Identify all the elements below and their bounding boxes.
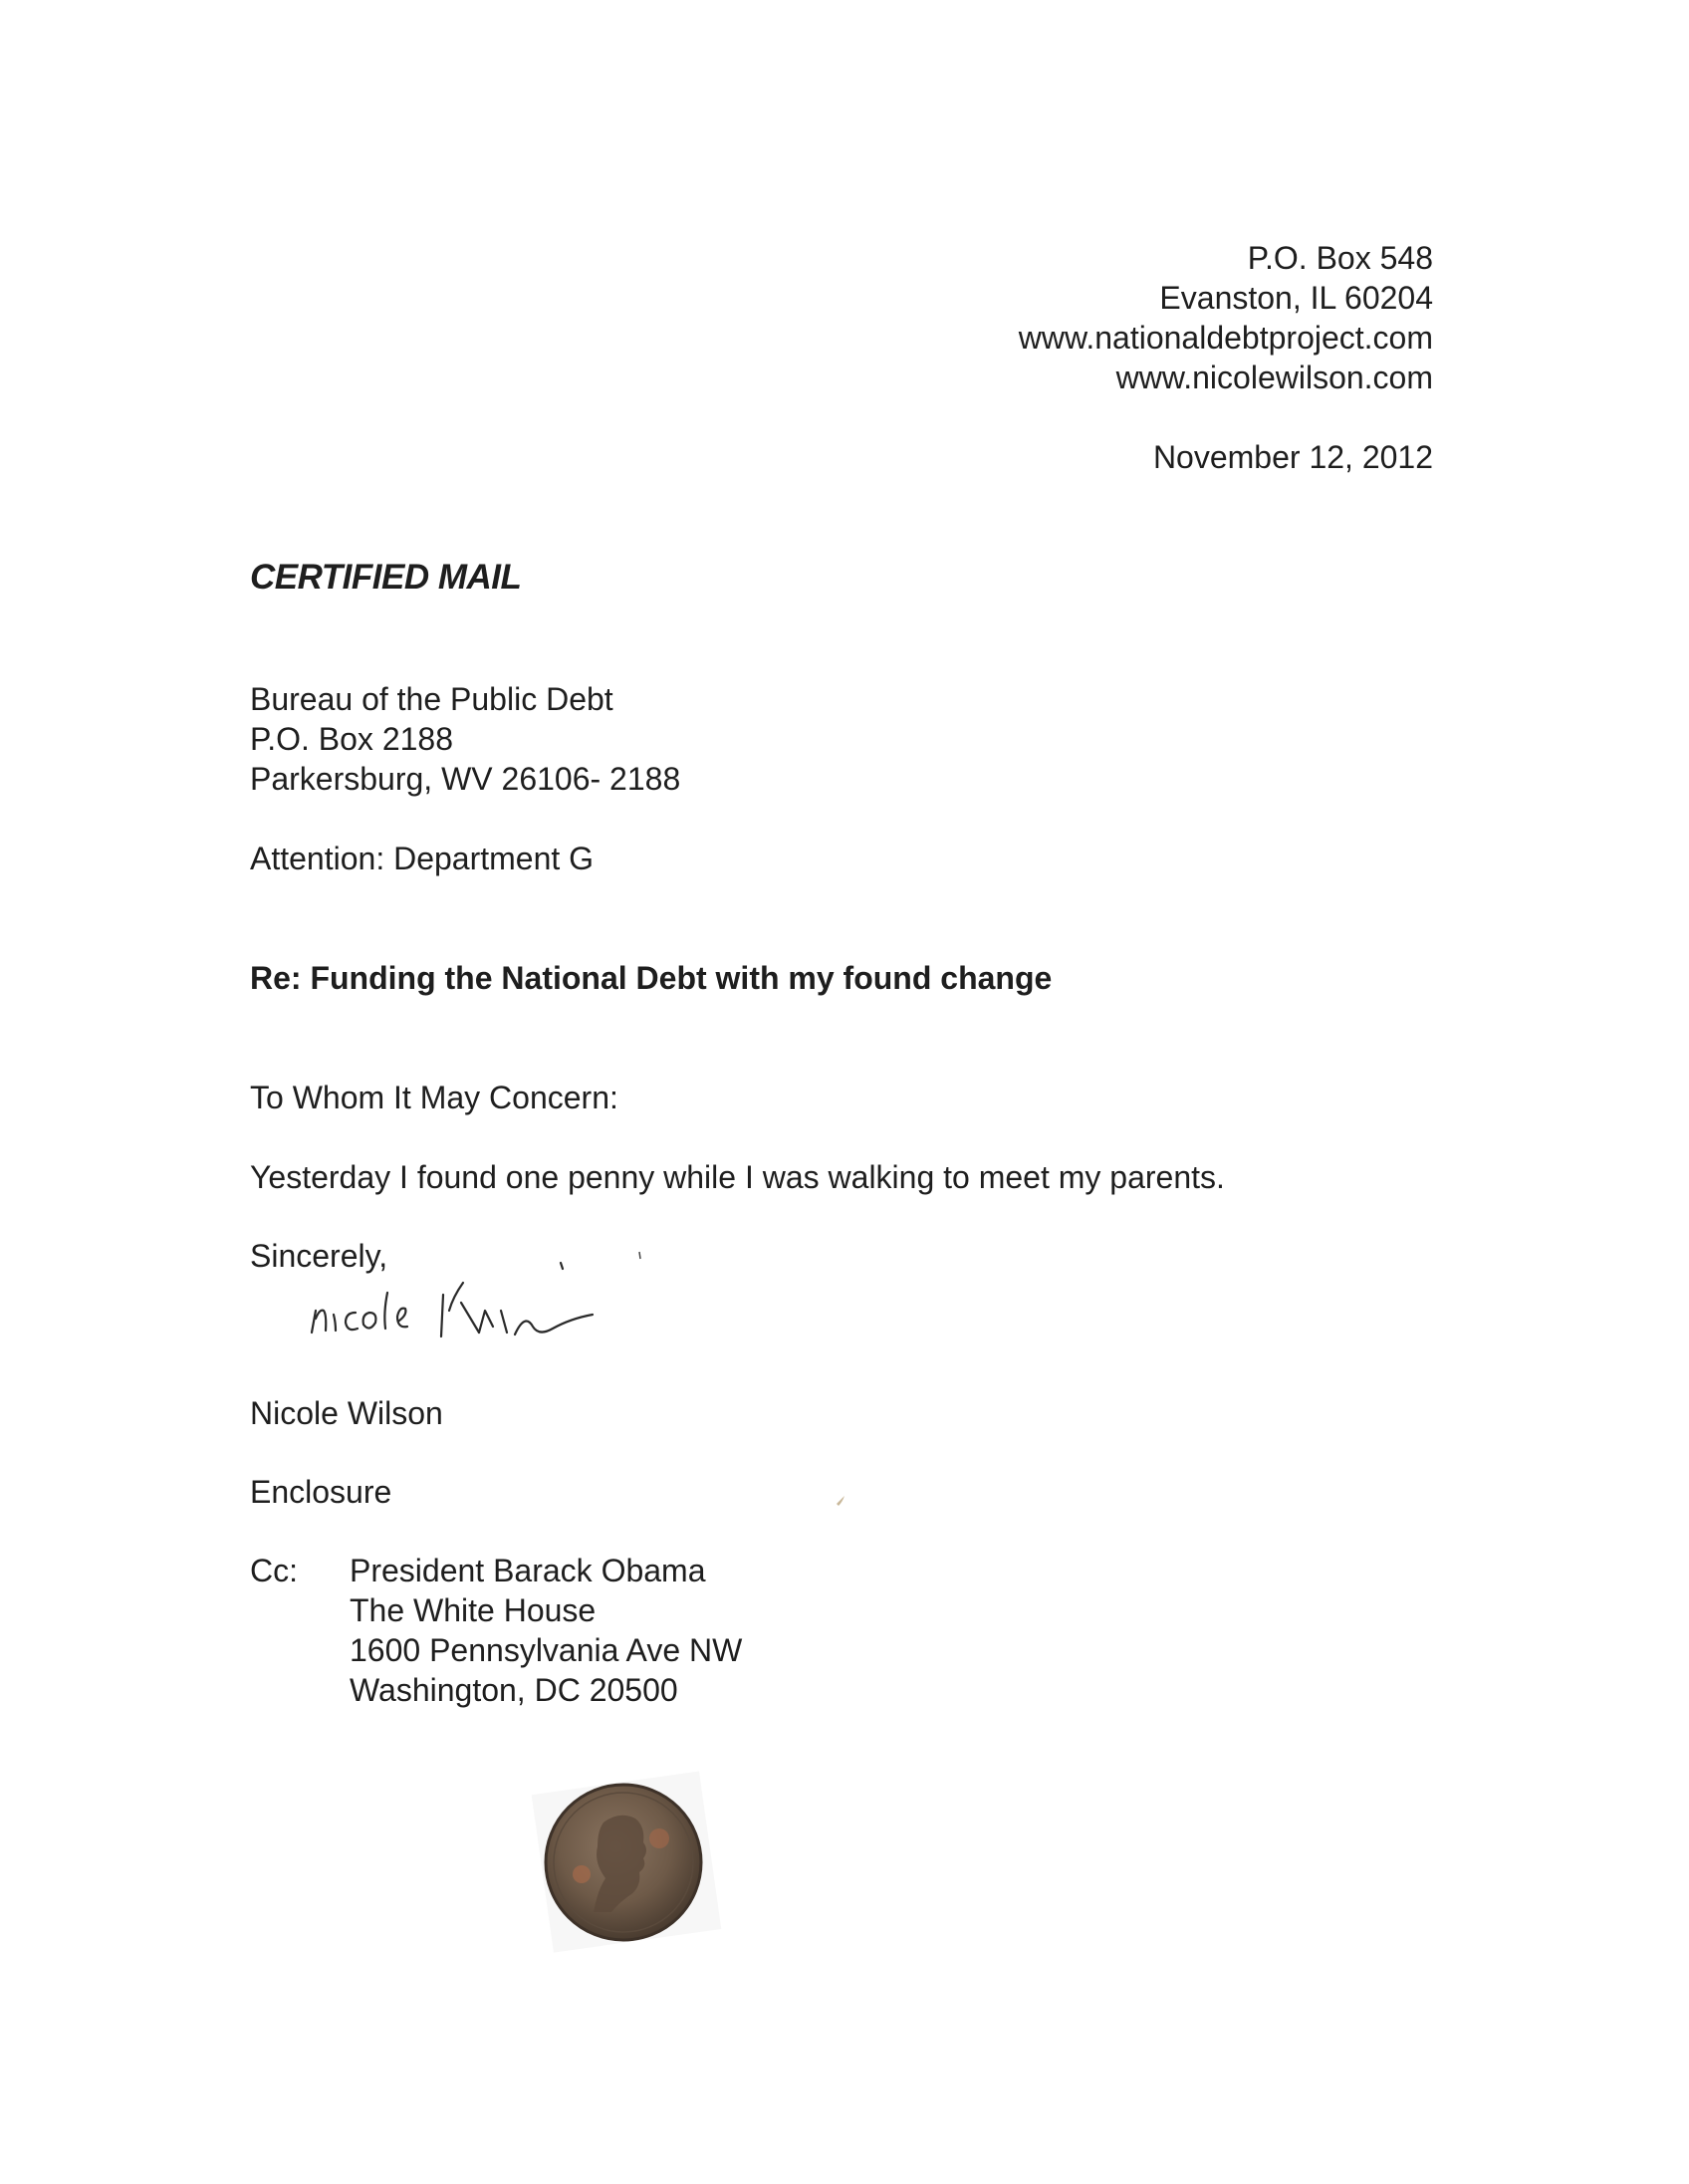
scan-speck [835, 1494, 848, 1508]
sender-address-line: Evanston, IL 60204 [1159, 280, 1433, 316]
certified-mail-heading: CERTIFIED MAIL [250, 558, 522, 597]
attention-line: Attention: Department G [250, 841, 595, 876]
cc-block [250, 1551, 742, 1710]
cc-address [350, 1551, 742, 1710]
closing: Sincerely, [250, 1238, 388, 1274]
cc-address-line: The White House [350, 1592, 597, 1628]
recipient-address-line: P.O. Box 2188 [250, 721, 453, 757]
sender-website-line: www.nationaldebtproject.com [1018, 320, 1433, 356]
sender-address [736, 238, 1433, 397]
cc-label: Cc: [250, 1553, 298, 1588]
handwritten-signature [304, 1253, 762, 1372]
sender-website-line: www.nicolewilson.com [1115, 360, 1433, 395]
recipient-address [250, 679, 680, 799]
letter-body: Yesterday I found one penny while I was walking to meet my parents. [250, 1159, 1225, 1195]
recipient-address-line: Bureau of the Public Debt [250, 681, 613, 717]
letter-date: November 12, 2012 [1152, 439, 1433, 475]
enclosure-note: Enclosure [250, 1474, 392, 1510]
subject-line: Re: Funding the National Debt with my found change [250, 960, 1053, 996]
scan-speck [637, 1251, 643, 1261]
cc-address-line: President Barack Obama [350, 1553, 706, 1588]
penny-coin-image [524, 1763, 723, 1962]
cc-address-line: Washington, DC 20500 [350, 1672, 678, 1708]
cc-address-line: 1600 Pennsylvania Ave NW [350, 1632, 743, 1668]
recipient-address-line: Parkersburg, WV 26106- 2188 [250, 761, 681, 797]
sender-address-line: P.O. Box 548 [1247, 240, 1433, 276]
salutation: To Whom It May Concern: [250, 1080, 618, 1115]
signer-name: Nicole Wilson [250, 1395, 443, 1431]
letter-date-block [836, 437, 1433, 477]
